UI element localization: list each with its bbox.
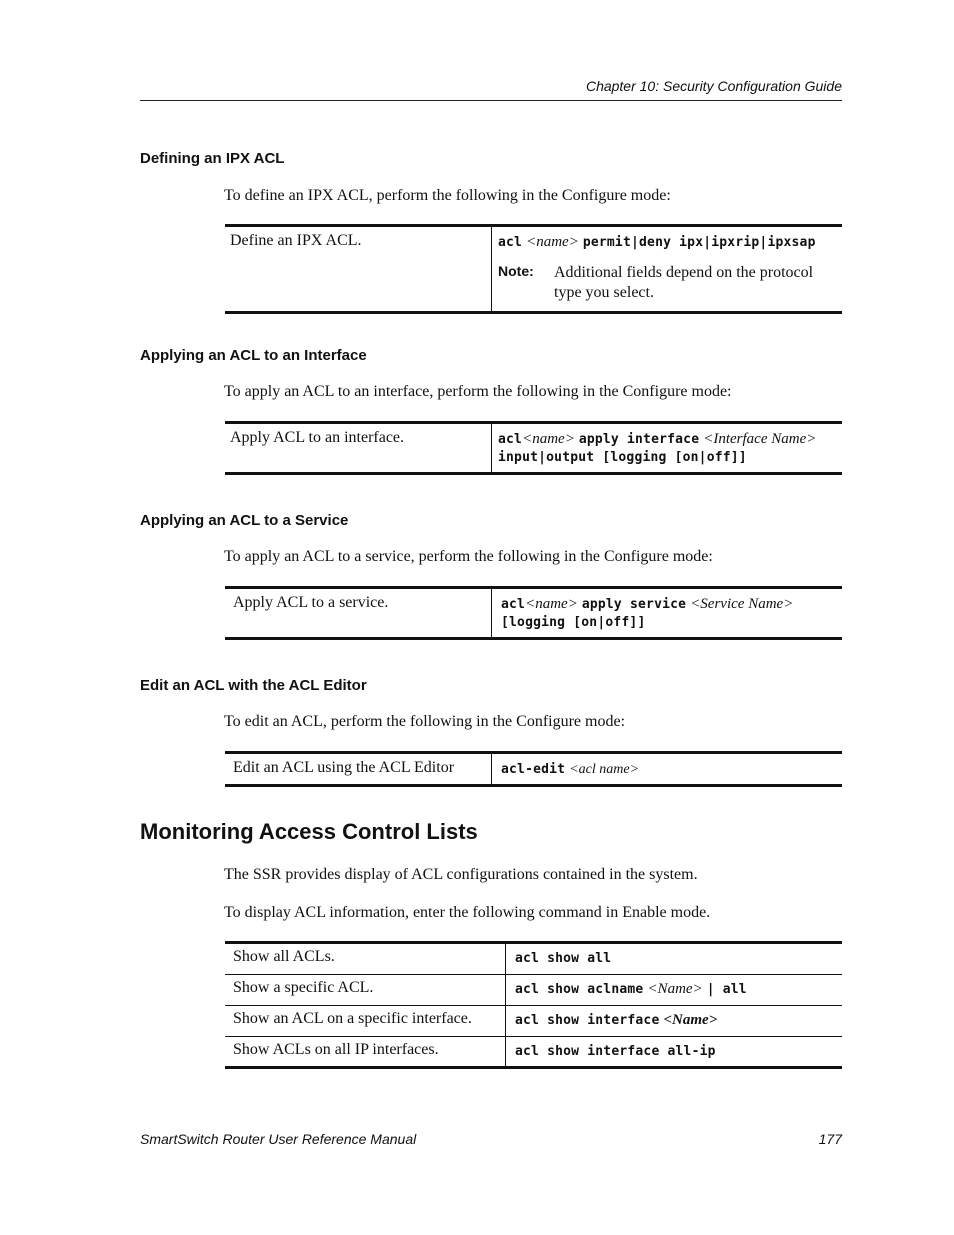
command-keyword: apply interface [578,432,700,447]
command-keyword: acl-edit [501,762,566,777]
command-keyword: input|output [logging [on|off]] [498,450,747,465]
command-table-ipx-acl [225,224,842,314]
command-table-acl-editor [225,751,842,787]
table-row [225,1037,842,1068]
task-description: Show an ACL on a specific interface. [225,1006,506,1037]
command-parameter: <Name> [647,981,703,997]
command-keyword: acl [498,432,523,447]
command-parameter: <Service Name> [690,596,794,612]
task-description: Show ACLs on all IP interfaces. [225,1037,506,1068]
command-cell [506,975,843,1006]
section-intro-acl-interface: To apply an ACL to an interface, perform the following in the Configure mode: [224,383,732,400]
command-keyword: | all [706,982,747,997]
command-cell [492,423,843,474]
task-description: Apply ACL to a service. [225,588,492,639]
command-parameter: <name> [526,234,579,250]
command-parameter: <acl name> [569,762,640,777]
page-title: Monitoring Access Control Lists [140,819,478,844]
section-heading-acl-service: Applying an ACL to a Service [140,512,349,529]
command-parameter: <Name> [663,1012,718,1028]
command-keyword: acl [498,235,523,250]
table-row [225,943,842,975]
command-keyword: apply service [581,597,687,612]
command-syntax [498,233,842,251]
monitoring-intro: To display ACL information, enter the following command in Enable mode. [224,904,711,921]
task-description: Define an IPX ACL. [225,226,492,313]
command-cell [492,226,843,313]
command-keyword: acl [501,597,526,612]
command-parameter: <Interface Name> [703,431,817,447]
command-keyword: [logging [on|off]] [501,615,646,630]
note-text: Additional fields depend on the protocol type you select. [554,264,814,301]
table-row [225,588,842,639]
task-description: Show a specific ACL. [225,975,506,1006]
task-description: Apply ACL to an interface. [225,423,492,474]
task-description: Show all ACLs. [225,943,506,975]
table-row [225,1006,842,1037]
table-row [225,753,842,786]
command-cell [492,588,843,639]
command-syntax [501,595,842,613]
command-keyword: acl show interface all-ip [515,1044,716,1059]
section-heading-acl-editor: Edit an ACL with the ACL Editor [140,677,367,694]
command-cell [506,1006,843,1037]
header-rule [140,100,842,101]
command-table-acl-service [225,586,842,640]
command-parameter: <name> [522,431,575,447]
command-cell [506,943,843,975]
monitoring-paragraph: The SSR provides display of ACL configurations contained in the system. [224,866,698,883]
section-heading-ipx-acl: Defining an IPX ACL [140,150,285,167]
command-keyword: acl show aclname [515,982,644,997]
note [498,263,842,303]
command-keyword: permit|deny ipx|ipxrip|ipxsap [582,235,816,250]
section-intro-acl-editor: To edit an ACL, perform the following in the Configure mode: [224,713,626,730]
command-parameter: <name> [525,596,578,612]
table-row [225,423,842,474]
note-label: Note: [498,263,534,279]
section-intro-ipx-acl: To define an IPX ACL, perform the following in the Configure mode: [224,187,671,204]
command-table-monitoring [225,941,842,1069]
command-table-acl-interface [225,421,842,475]
command-cell [492,753,843,786]
table-row [225,226,842,313]
command-keyword: acl show all [515,951,612,966]
command-cell [506,1037,843,1068]
command-syntax [498,430,842,448]
command-keyword: acl show interface [515,1013,660,1028]
table-row [225,975,842,1006]
running-header: Chapter 10: Security Configuration Guide [585,78,842,94]
section-heading-acl-interface: Applying an ACL to an Interface [140,347,367,364]
task-description: Edit an ACL using the ACL Editor [225,753,492,786]
page-number: 177 [818,1131,842,1147]
footer-manual-title: SmartSwitch Router User Reference Manual [140,1131,417,1147]
section-intro-acl-service: To apply an ACL to a service, perform the following in the Configure mode: [224,548,713,565]
